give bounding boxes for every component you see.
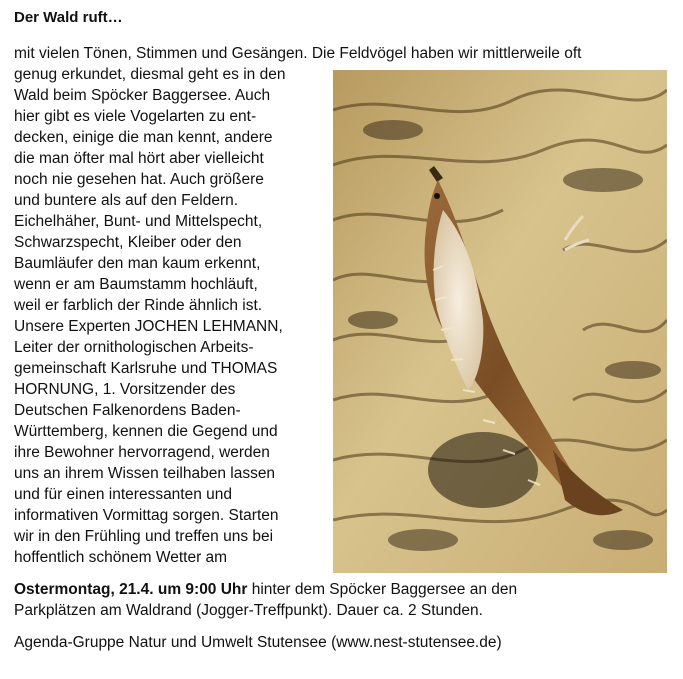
body-line: decken, einige die man kennt, andere: [14, 129, 273, 146]
body-line: Unsere Experten JOCHEN LEHMANN,: [14, 318, 283, 335]
body-line: Eichelhäher, Bunt- und Mittelspecht,: [14, 213, 263, 230]
body-line: genug erkundet, diesmal geht es in den: [14, 66, 286, 83]
body-line: uns an ihrem Wissen teilhaben lassen: [14, 465, 276, 482]
treecreeper-photo: [333, 70, 667, 573]
body-line: und buntere als auf den Feldern.: [14, 192, 239, 209]
body-line: hier gibt es viele Vogelarten zu ent-: [14, 108, 257, 125]
body-line: und für einen interessanten und: [14, 486, 233, 503]
body-line: Leiter der ornithologischen Arbeits-: [14, 339, 254, 356]
body-line: informativen Vormittag sorgen. Starten: [14, 507, 279, 524]
footer-credit: Agenda-Gruppe Natur und Umwelt Stutensee (www.nest-stutensee.de): [14, 634, 502, 651]
body-line: wir in den Frühling und treffen uns bei: [14, 528, 274, 545]
event-line-1: [14, 579, 517, 600]
body-line: Deutschen Falkenordens Baden-: [14, 402, 241, 419]
body-line: die man öfter mal hört aber vielleicht: [14, 150, 264, 167]
body-line: noch nie gesehen hat. Auch größere: [14, 171, 264, 188]
article-title: Der Wald ruft…: [14, 9, 123, 26]
event-date: Ostermontag, 21.4. um 9:00 Uhr: [14, 581, 248, 598]
body-line: mit vielen Tönen, Stimmen und Gesängen. Die Feldvögel haben wir mittlerweile oft: [14, 45, 582, 62]
body-line: ihre Bewohner hervorragend, werden: [14, 444, 270, 461]
body-line: hoffentlich schönem Wetter am: [14, 549, 228, 566]
event-line-2: Parkplätzen am Waldrand (Jogger-Treffpunkt). Dauer ca. 2 Stunden.: [14, 602, 483, 619]
body-line: HORNUNG, 1. Vorsitzender des: [14, 381, 236, 398]
body-line: gemeinschaft Karlsruhe und THOMAS: [14, 360, 278, 377]
body-line: weil er farblich der Rinde ähnlich ist.: [14, 297, 263, 314]
event-location: hinter dem Spöcker Baggersee an den: [247, 581, 518, 598]
body-line: Württemberg, kennen die Gegend und: [14, 423, 278, 440]
body-line: Schwarzspecht, Kleiber oder den: [14, 234, 242, 251]
body-line: Baumläufer den man kaum erkennt,: [14, 255, 261, 272]
body-line: Wald beim Spöcker Baggersee. Auch: [14, 87, 271, 104]
body-line: wenn er am Baumstamm hochläuft,: [14, 276, 258, 293]
